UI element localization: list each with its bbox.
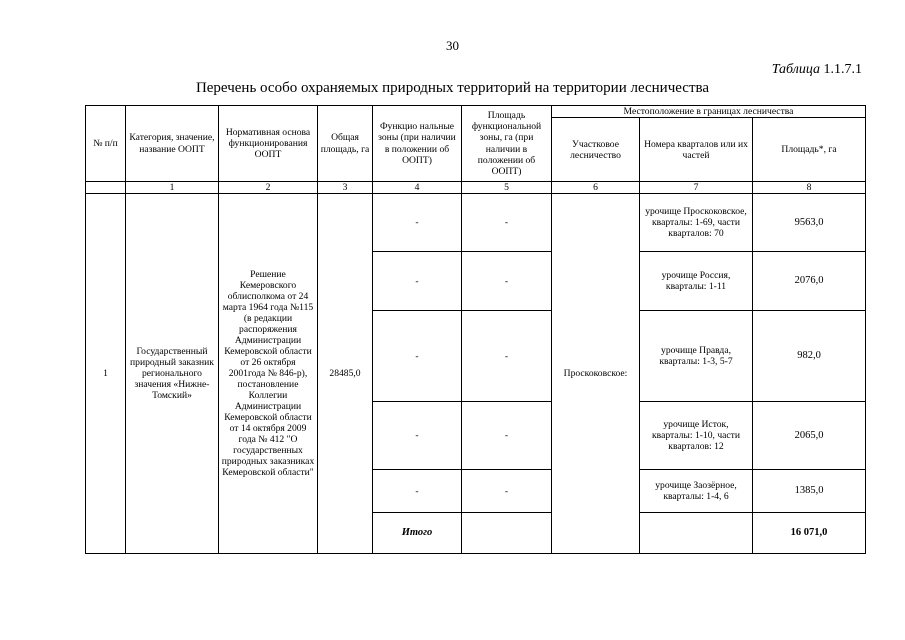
column-number: 1 [126, 182, 219, 194]
protected-areas-table [85, 105, 866, 554]
header-quarters: Номера кварталов или их частей [640, 118, 753, 182]
table-label-number: 1.1.7.1 [823, 62, 862, 77]
column-number: 2 [219, 182, 318, 194]
total-quarters-empty [640, 513, 753, 554]
column-number: 3 [318, 182, 373, 194]
cell-zone-area: - [462, 311, 552, 402]
total-label: Итого [373, 513, 462, 554]
header-category: Категория, значение, название ООПТ [126, 106, 219, 182]
cell-zone: - [373, 252, 462, 311]
header-zone-area: Площадь функциональной зоны, га (при наличии в положении об ООПТ) [462, 106, 552, 182]
cell-total-area: 28485,0 [318, 194, 373, 554]
cell-quarters: урочище Правда, кварталы: 1-3, 5-7 [640, 311, 753, 402]
column-number: 4 [373, 182, 462, 194]
cell-zone-area: - [462, 470, 552, 513]
page-number: 30 [446, 38, 459, 53]
table-label-word: Таблица [771, 62, 820, 77]
header-row-1 [86, 106, 866, 118]
header-area: Площадь*, га [753, 118, 866, 182]
cell-quarters: урочище Заозёрное, кварталы: 1-4, 6 [640, 470, 753, 513]
cell-area: 982,0 [753, 311, 866, 402]
cell-zone: - [373, 311, 462, 402]
cell-zone-area: - [462, 252, 552, 311]
cell-zone-area: - [462, 194, 552, 252]
cell-area: 1385,0 [753, 470, 866, 513]
cell-area: 2076,0 [753, 252, 866, 311]
cell-quarters: урочище Проскоковское, кварталы: 1-69, части кварталов: 70 [640, 194, 753, 252]
total-zone-area-empty [462, 513, 552, 554]
cell-zone: - [373, 194, 462, 252]
cell-area: 9563,0 [753, 194, 866, 252]
header-num: № п/п [86, 106, 126, 182]
cell-zone: - [373, 402, 462, 470]
cell-district: Проскоковское: [552, 194, 640, 554]
cell-basis: Решение Кемеровского облисполкома от 24 марта 1964 года №115 (в редакции распоряжения Администрации Кемеровской области от 26 октября 2001года № 846-р), постановление Коллегии Администрации Кемеровской области от 14 октября 2009 года № 412 "О государственных природных заказниках Кемеровской области" [219, 194, 318, 554]
cell-quarters: урочище Исток, кварталы: 1-10, части кварталов: 12 [640, 402, 753, 470]
header-basis: Нормативная основа функционирования ООПТ [219, 106, 318, 182]
cell-category: Государственный природный заказник регионального значения «Нижне-Томский» [126, 194, 219, 554]
cell-quarters: урочище Россия, кварталы: 1-11 [640, 252, 753, 311]
header-location-group: Местоположение в границах лесничества [552, 106, 866, 118]
column-number-blank [86, 182, 126, 194]
column-number: 6 [552, 182, 640, 194]
total-value: 16 071,0 [753, 513, 866, 554]
column-number: 5 [462, 182, 552, 194]
document-title: Перечень особо охраняемых природных территорий на территории лесничества [195, 80, 710, 96]
column-number-row [86, 182, 866, 194]
cell-area: 2065,0 [753, 402, 866, 470]
cell-num: 1 [86, 194, 126, 554]
cell-zone: - [373, 470, 462, 513]
cell-zone-area: - [462, 402, 552, 470]
table-row [86, 194, 866, 252]
header-functional-zones: Функцио нальные зоны (при наличии в положении об ООПТ) [373, 106, 462, 182]
column-number: 8 [753, 182, 866, 194]
header-district: Участковое лесничество [552, 118, 640, 182]
column-number: 7 [640, 182, 753, 194]
header-total-area: Общая площадь, га [318, 106, 373, 182]
table-label [772, 62, 862, 78]
